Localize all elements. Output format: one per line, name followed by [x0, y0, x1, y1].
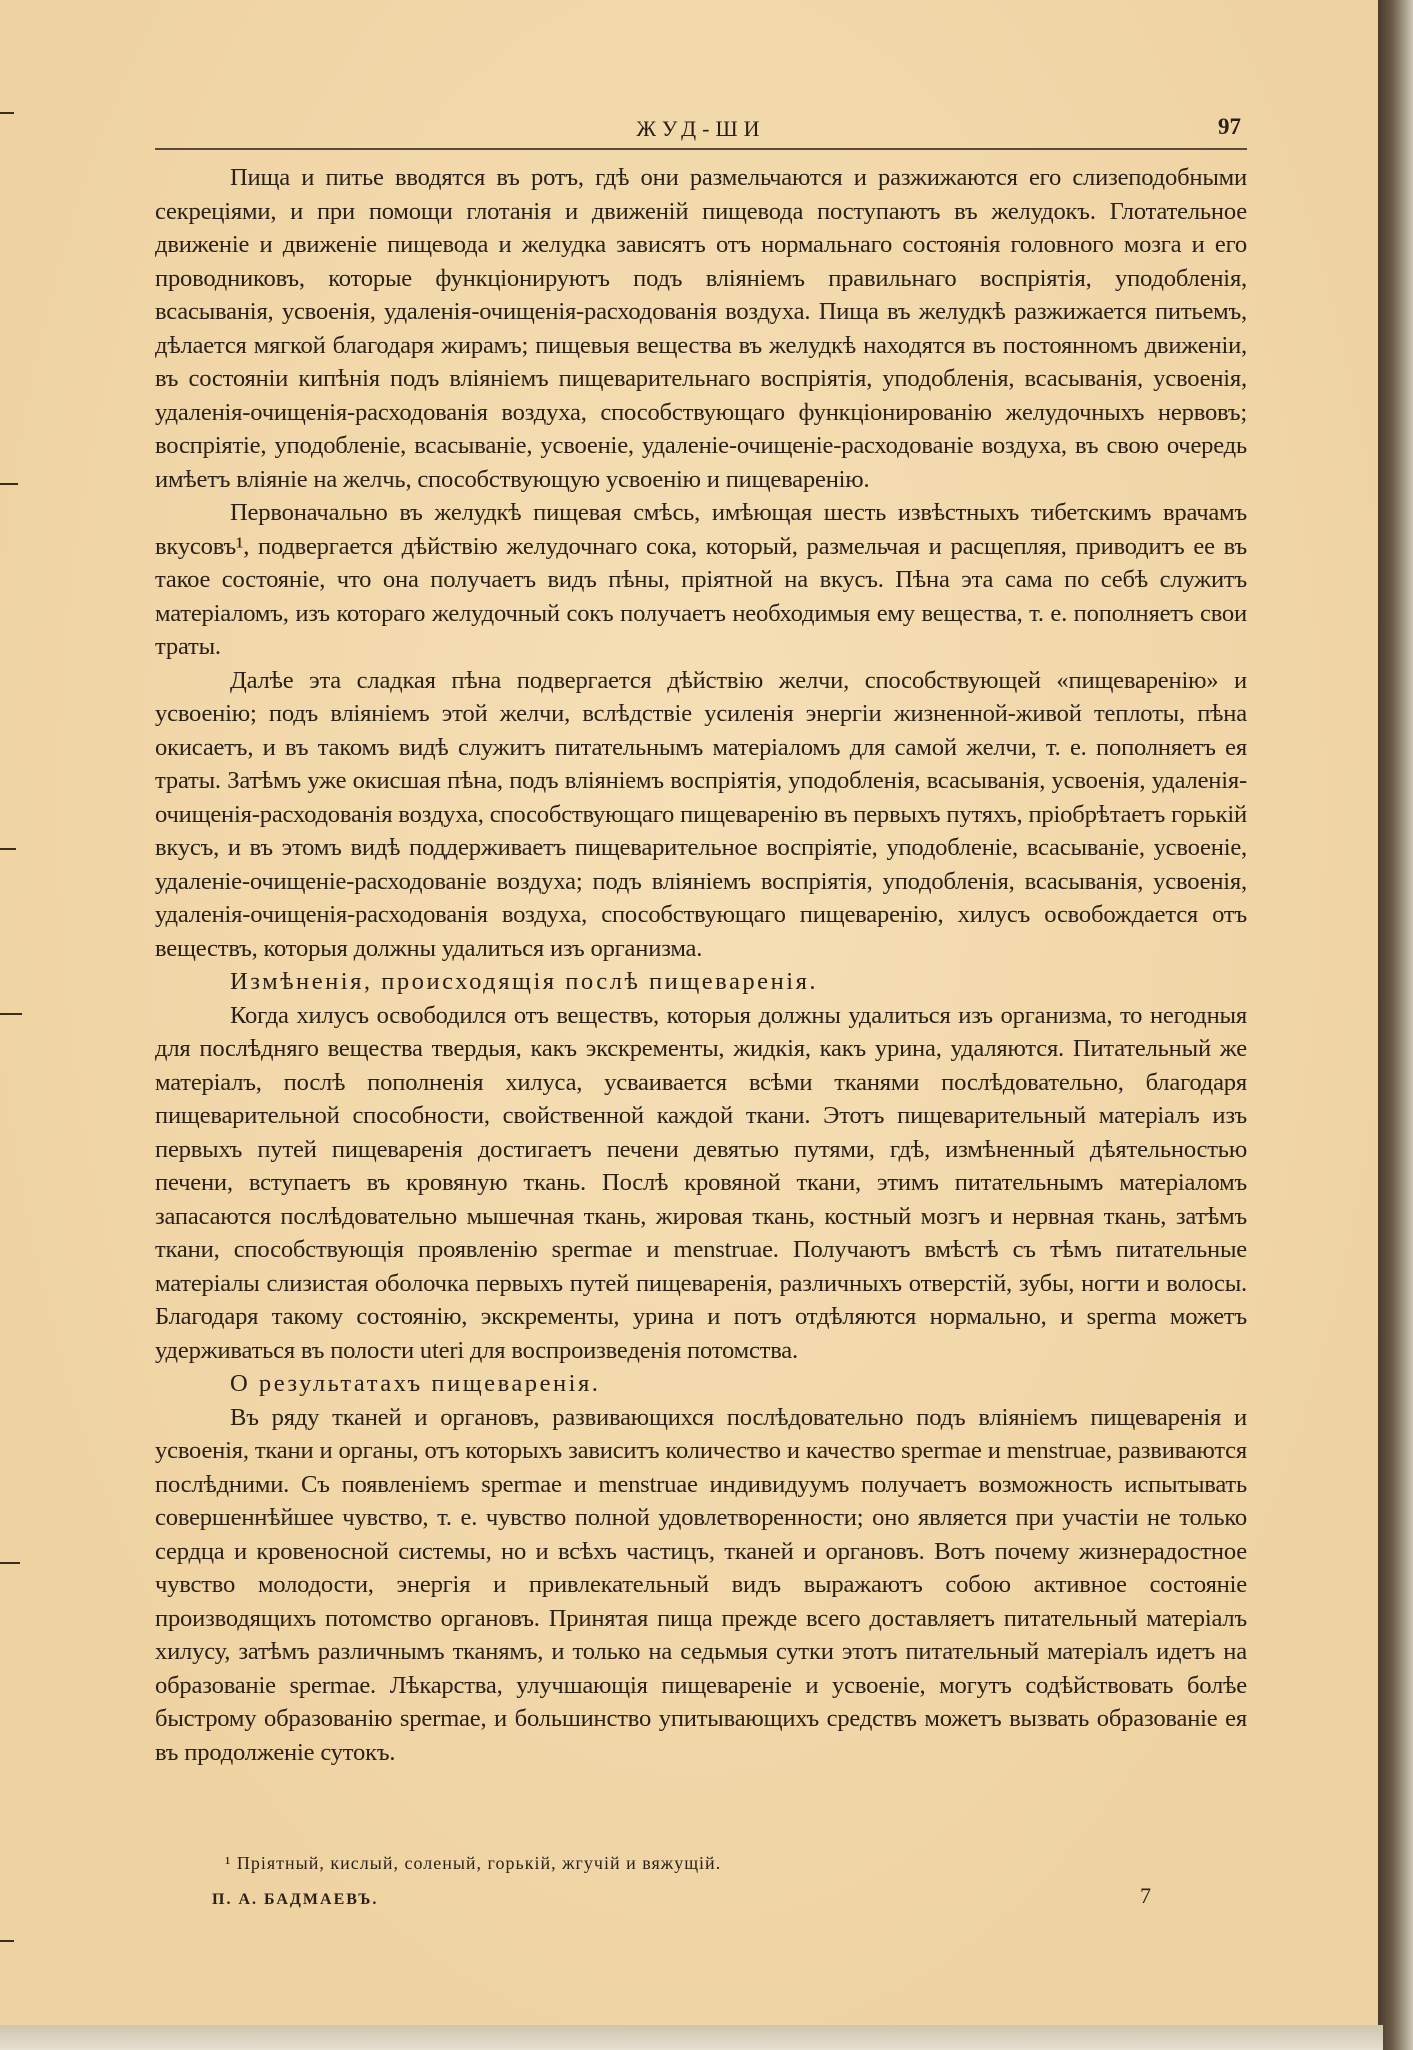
paragraph: Въ ряду тканей и органовъ, развивающихся послѣдовательно подъ вліяніемъ пищеваренія и усвоенія, ткани и органы, отъ которыхъ зависитъ количество и качество spermae и menstruae, развиваются послѣдними. Съ появленіемъ spermae и menstruae индивидуумъ получаетъ возможность испытывать совершеннѣйшее чувство, т. е. чувство полной удовлетворенности; оно является при участіи не только сердца и кровеносной системы, но и всѣхъ частицъ, тканей и органовъ. Вотъ почему жизнерадостное чувство молодости, энергія и привлекательный видъ выражаютъ собою активное состояніе производящихъ потомство органовъ. Принятая пища прежде всего доставляетъ питательный матеріалъ хилусу, затѣмъ различнымъ тканямъ, и только на седьмыя сутки этотъ питательный матеріалъ идетъ на образованіе spermae. Лѣкарства, улучшающія пищевареніе и усвоеніе, могутъ содѣйствовать болѣе быстрому образованію spermae, и большинство упитывающихъ средствъ можетъ вызвать образованіе ея въ продолженіе сутокъ. [155, 1403, 1247, 1766]
footnote: ¹ Пріятный, кислый, соленый, горькій, жгучій и вяжущій. [225, 1853, 722, 1873]
page-edge-shadow [1378, 0, 1413, 2050]
section-heading: О результатахъ пищеваренія. [230, 1370, 601, 1397]
margin-mark [0, 848, 16, 850]
paragraph: Далѣе эта сладкая пѣна подвергается дѣйствію желчи, способствующей «пищеваренію» и усвоенію; подъ вліяніемъ этой желчи, вслѣдствіе усиленія энергіи жизненной-живой теплоты, пѣна окисаетъ, и въ такомъ видѣ служитъ питательнымъ матеріаломъ для самой желчи, т. е. пополняетъ ея траты. Затѣмъ уже окисшая пѣна, подъ вліяніемъ воспріятія, уподобленія, всасыванія, усвоенія, удаленія-очищенія-расходованія воздуха, способствующаго пищеваренію въ первыхъ путяхъ, пріобрѣтаетъ горькій вкусъ, и въ этомъ видѣ поддерживаетъ пищеварительное воспріятіе, уподобленіе, всасываніе, усвоеніе, удаленіе-очищеніе-расходованіе воздуха; подъ вліяніемъ воспріятія, уподобленія, всасыванія, усвоенія, удаленія-очищенія-расходованія воздуха, способствующаго пищеваренію, хилусъ освобождается отъ веществъ, которыя должны удалиться изъ организма. [155, 666, 1247, 962]
running-header [155, 114, 1247, 150]
margin-mark [0, 483, 18, 485]
margin-mark [0, 112, 14, 114]
paragraph: Первоначально въ желудкѣ пищевая смѣсь, имѣющая шесть извѣстныхъ тибетскимъ врачамъ вкусовъ¹, подвергается дѣйствію желудочнаго сока, который, размельчая и расщепляя, приводитъ ее въ такое состояніе, что она получаетъ видъ пѣны, пріятной на вкусъ. Пѣна эта сама по себѣ служитъ матеріаломъ, изъ котораго желудочный сокъ получаетъ необходимыя ему вещества, т. е. пополняетъ свои траты. [155, 499, 1247, 660]
margin-mark [0, 1940, 14, 1942]
paragraph: Когда хилусъ освободился отъ веществъ, которыя должны удалиться изъ организма, то негодныя для послѣдняго вещества твердыя, какъ экскременты, жидкія, какъ урина, удаляются. Питательный же матеріалъ, послѣ пополненія хилуса, усваивается всѣми тканями послѣдовательно, благодаря пищеварительной способности, свойственной каждой ткани. Этотъ пищеварительный матеріалъ изъ первыхъ путей пищеваренія достигаетъ печени девятью путями, гдѣ, измѣненный дѣятельностью печени, вступаетъ въ кровяную ткань. Послѣ кровяной ткани, этимъ питательнымъ матеріаломъ запасаются послѣдовательно мышечная ткань, жировая ткань, костный мозгъ и нервная ткань, затѣмъ ткани, способствующія проявленію spermae и menstruae. Получаютъ вмѣстѣ съ тѣмъ питательные матеріалы слизистая оболочка первыхъ путей пищеваренія, различныхъ отверстій, зубы, ногти и волосы. Благодаря такому состоянію, экскременты, урина и потъ отдѣляются нормально, и sperma можетъ удерживаться въ полости uteri для воспроизведенія потомства. [155, 1001, 1247, 1364]
body-text [155, 161, 1247, 1769]
paragraph: Пища и питье вводятся въ ротъ, гдѣ они размельчаются и разжижаются его слизеподобными секреціями, и при помощи глотанія и движеній пищевода поступаютъ въ желудокъ. Глотательное движеніе и движеніе пищевода и желудка зависятъ отъ нормальнаго состоянія головного мозга и его проводниковъ, которые функціонируютъ подъ вліяніемъ правильнаго воспріятія, уподобленія, всасыванія, усвоенія, удаленія-очищенія-расходованія воздуха. Пища въ желудкѣ разжижается питьемъ, дѣлается мягкой благодаря жирамъ; пищевыя вещества въ желудкѣ находятся въ постоянномъ движеніи, въ состояніи кипѣнія подъ вліяніемъ пищеварительнаго воспріятія, уподобленія, всасыванія, усвоенія, удаленія-очищенія-расходованія воздуха, способствующаго функціонированію желудочныхъ нервовъ; воспріятіе, уподобленіе, всасываніе, усвоеніе, удаленіе-очищеніе-расходованіе воздуха, въ свою очередь имѣетъ вліяніе на желчь, способствующую усвоенію и пищеваренію. [155, 164, 1247, 493]
section-heading: Измѣненія, происходящія послѣ пищеваренія. [230, 968, 819, 995]
page-number: 97 [1218, 114, 1241, 139]
margin-mark [0, 1013, 22, 1015]
page-bottom-edge [0, 2025, 1383, 2050]
margin-mark [0, 1562, 20, 1564]
printer-signature: П. А. БАДМАЕВЪ. [212, 1891, 379, 1908]
sheet-number: 7 [1140, 1883, 1151, 1908]
running-title: ЖУД-ШИ [636, 116, 766, 141]
